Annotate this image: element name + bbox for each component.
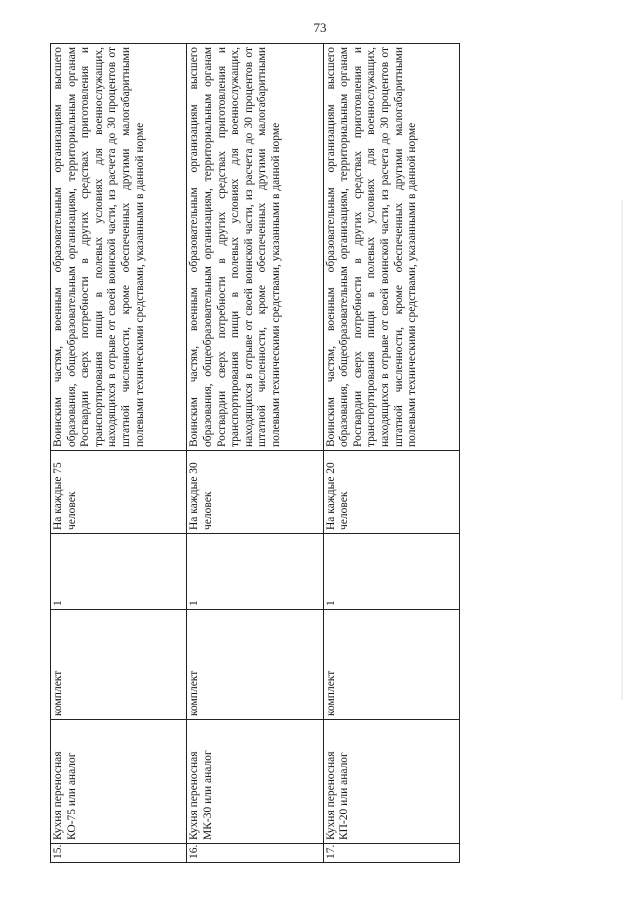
margin-stamp-mark — [618, 200, 626, 700]
table-row — [323, 44, 459, 863]
quantity: 1 — [51, 534, 187, 610]
quantity: 1 — [323, 534, 459, 610]
unit-of-measure: комплект — [323, 610, 459, 720]
recipients-text: Воинским частям, военным образовательным организациям высшего образования, общеобразовательным организациям, территориальным органам Росгвардии сверх потребности в других средствах приготовления и транспортирования пищи в полевых условиях для военнослужащих, находящихся в отрыве от своей воинской части, из расчета до 30 процентов от штатной численности, кроме обеспеченных другими малогабаритными полевыми техническими средствами, указанными в данной норме — [323, 44, 459, 451]
item-name: Кухня переносная МК-30 или аналог — [187, 720, 323, 844]
quantity: 1 — [187, 534, 323, 610]
unit-of-measure: комплект — [51, 610, 187, 720]
row-number: 17. — [323, 844, 459, 863]
table-row — [51, 44, 187, 863]
norm-per-people: На каждые 75 человек — [51, 451, 187, 534]
norm-per-people: На каждые 20 человек — [323, 451, 459, 534]
supply-norms-table — [50, 43, 460, 863]
row-number: 16. — [187, 844, 323, 863]
recipients-text: Воинским частям, военным образовательным организациям высшего образования, общеобразовательным организациям, территориальным органам Росгвардии сверх потребности в других средствах приготовления и транспортирования пищи в полевых условиях для военнослужащих, находящихся в отрыве от своей воинской части, из расчета до 30 процентов от штатной численности, кроме обеспеченных другими малогабаритными полевыми техническими средствами, указанными в данной норме — [187, 44, 323, 451]
item-name: Кухня переносная КО-75 или аналог — [51, 720, 187, 844]
page-number: 73 — [313, 20, 327, 35]
unit-of-measure: комплект — [187, 610, 323, 720]
norms-table — [50, 43, 460, 863]
norm-per-people: На каждые 30 человек — [187, 451, 323, 534]
recipients-text: Воинским частям, военным образовательным организациям высшего образования, общеобразовательным организациям, территориальным органам Росгвардии сверх потребности в других средствах приготовления и транспортирования пищи в полевых условиях для военнослужащих, находящихся в отрыве от своей воинской части, из расчета до 30 процентов от штатной численности, кроме обеспеченных другими малогабаритными полевыми техническими средствами, указанными в данной норме — [51, 44, 187, 451]
rotated-table-area — [50, 43, 460, 863]
table-row — [187, 44, 323, 863]
item-name: Кухня переносная КП-20 или аналог — [323, 720, 459, 844]
row-number: 15. — [51, 844, 187, 863]
